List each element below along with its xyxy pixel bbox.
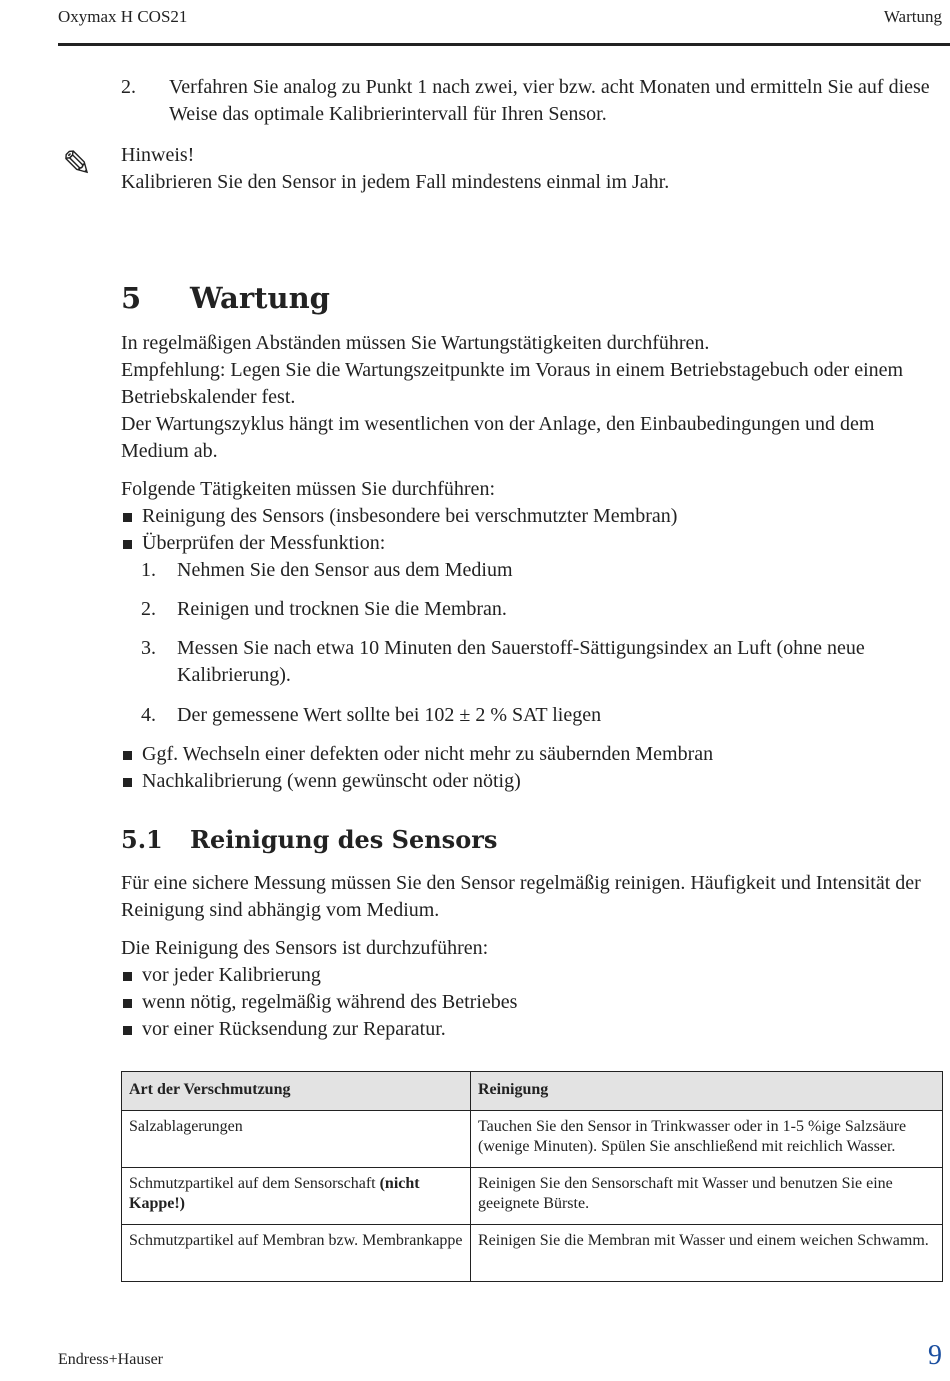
bullet-square-icon [123, 751, 132, 760]
step-text: Reinigen und trocknen Sie die Membran. [177, 598, 507, 620]
cleaning-table [121, 1071, 943, 1282]
section-number: 5 [121, 281, 142, 315]
list-item-text: Nachkalibrierung (wenn gewünscht oder nötig) [142, 770, 521, 792]
check-step-2 [141, 596, 941, 623]
list-item [121, 503, 943, 530]
table-cell: Reinigen Sie den Sensorschaft mit Wasser und benutzen Sie eine geeignete Bürste. [471, 1168, 943, 1225]
table-cell [122, 1225, 471, 1282]
table-cell [122, 1111, 471, 1168]
header-section-name: Wartung [883, 7, 942, 26]
subsection-number: 5.1 [121, 825, 163, 854]
list-item [121, 768, 943, 795]
table-header-cell: Reinigung [471, 1072, 943, 1111]
tasks-intro: Folgende Tätigkeiten müssen Sie durchführen: [121, 478, 495, 500]
note-text: Kalibrieren Sie den Sensor in jedem Fall mindestens einmal im Jahr. [121, 171, 670, 193]
list-item [121, 741, 943, 768]
table-header-row [122, 1072, 943, 1111]
subsection-title: Reinigung des Sensors [190, 825, 498, 854]
bullet-square-icon [123, 1026, 132, 1035]
list-item-text: vor jeder Kalibrierung [142, 964, 321, 986]
step-number: 2. [121, 76, 136, 98]
header-product-name: Oxymax H COS21 [58, 7, 188, 26]
table-cell: Reinigen Sie die Membran mit Wasser und einem weichen Schwamm. [471, 1225, 943, 1282]
cleaning-intro-paragraph: Für eine sichere Messung müssen Sie den Sensor regelmäßig reinigen. Häufigkeit und Intensität der Reinigung sind abhängig vom Medium. [121, 872, 921, 921]
list-item-text: Überprüfen der Messfunktion: [142, 532, 386, 554]
step-number: 4. [141, 704, 156, 726]
bullet-square-icon [123, 540, 132, 549]
check-step-4 [141, 702, 941, 729]
list-item [121, 1016, 943, 1043]
step-text: Messen Sie nach etwa 10 Minuten den Sauerstoff-Sättigungsindex an Luft (ohne neue Kalibrierung). [177, 637, 865, 686]
section-title: Wartung [190, 281, 330, 315]
paragraph-line: Der Wartungszyklus hängt im wesentlichen von der Anlage, den Einbaubedingungen und dem Medium ab. [121, 413, 875, 462]
list-item [121, 530, 943, 557]
step-number: 2. [141, 598, 156, 620]
bullet-square-icon [123, 778, 132, 787]
list-item-text: Ggf. Wechseln einer defekten oder nicht mehr zu säubernden Membran [142, 743, 714, 765]
list-item [121, 989, 943, 1016]
list-item-text: Reinigung des Sensors (insbesondere bei verschmutzter Membran) [142, 505, 678, 527]
table-cell [122, 1168, 471, 1225]
list-item [121, 962, 943, 989]
cell-text: Schmutzpartikel auf dem Sensorschaft [129, 1175, 380, 1192]
footer-company: Endress+Hauser [58, 1351, 163, 1368]
table-row [122, 1168, 943, 1225]
paragraph-line: Empfehlung: Legen Sie die Wartungszeitpunkte im Voraus in einem Betriebstagebuch oder einem Betriebskalender fest. [121, 359, 904, 408]
bullet-square-icon [123, 513, 132, 522]
bullet-square-icon [123, 999, 132, 1008]
step-text: Nehmen Sie den Sensor aus dem Medium [177, 559, 513, 581]
table-cell: Tauchen Sie den Sensor in Trinkwasser oder in 1-5 %ige Salzsäure (wenige Minuten). Spülen Sie anschließend mit reichlich Wasser. [471, 1111, 943, 1168]
note-title: Hinweis! [121, 144, 195, 166]
step-number: 3. [141, 637, 156, 659]
step-number: 1. [141, 559, 156, 581]
paragraph-line: In regelmäßigen Abständen müssen Sie Wartungstätigkeiten durchführen. [121, 332, 710, 354]
section-intro-paragraph [121, 330, 943, 465]
page-number: 9 [928, 1340, 942, 1371]
cell-bold-text: (nicht Kappe!) [129, 1175, 420, 1212]
list-item-text: wenn nötig, regelmäßig während des Betriebes [142, 991, 518, 1013]
cell-text: Schmutzpartikel auf Membran bzw. Membrankappe [129, 1232, 463, 1249]
table-row [122, 1225, 943, 1282]
list-item-text: vor einer Rücksendung zur Reparatur. [142, 1018, 446, 1040]
cleaning-when-intro: Die Reinigung des Sensors ist durchzuführen: [121, 937, 489, 959]
step-text: Der gemessene Wert sollte bei 102 ± 2 % SAT liegen [177, 704, 602, 726]
pencil-icon: ✎ [62, 144, 93, 184]
bullet-square-icon [123, 972, 132, 981]
step-text: Verfahren Sie analog zu Punkt 1 nach zwei, vier bzw. acht Monaten und ermitteln Sie auf diese Weise das optimale Kalibrierintervall für Ihren Sensor. [169, 76, 930, 125]
check-step-3 [141, 635, 941, 689]
check-step-1 [141, 557, 941, 584]
table-header-cell: Art der Verschmutzung [122, 1072, 471, 1111]
header-rule [58, 43, 950, 46]
cell-text: Salzablagerungen [129, 1118, 243, 1135]
table-row [122, 1111, 943, 1168]
calibration-step-2 [121, 74, 943, 128]
